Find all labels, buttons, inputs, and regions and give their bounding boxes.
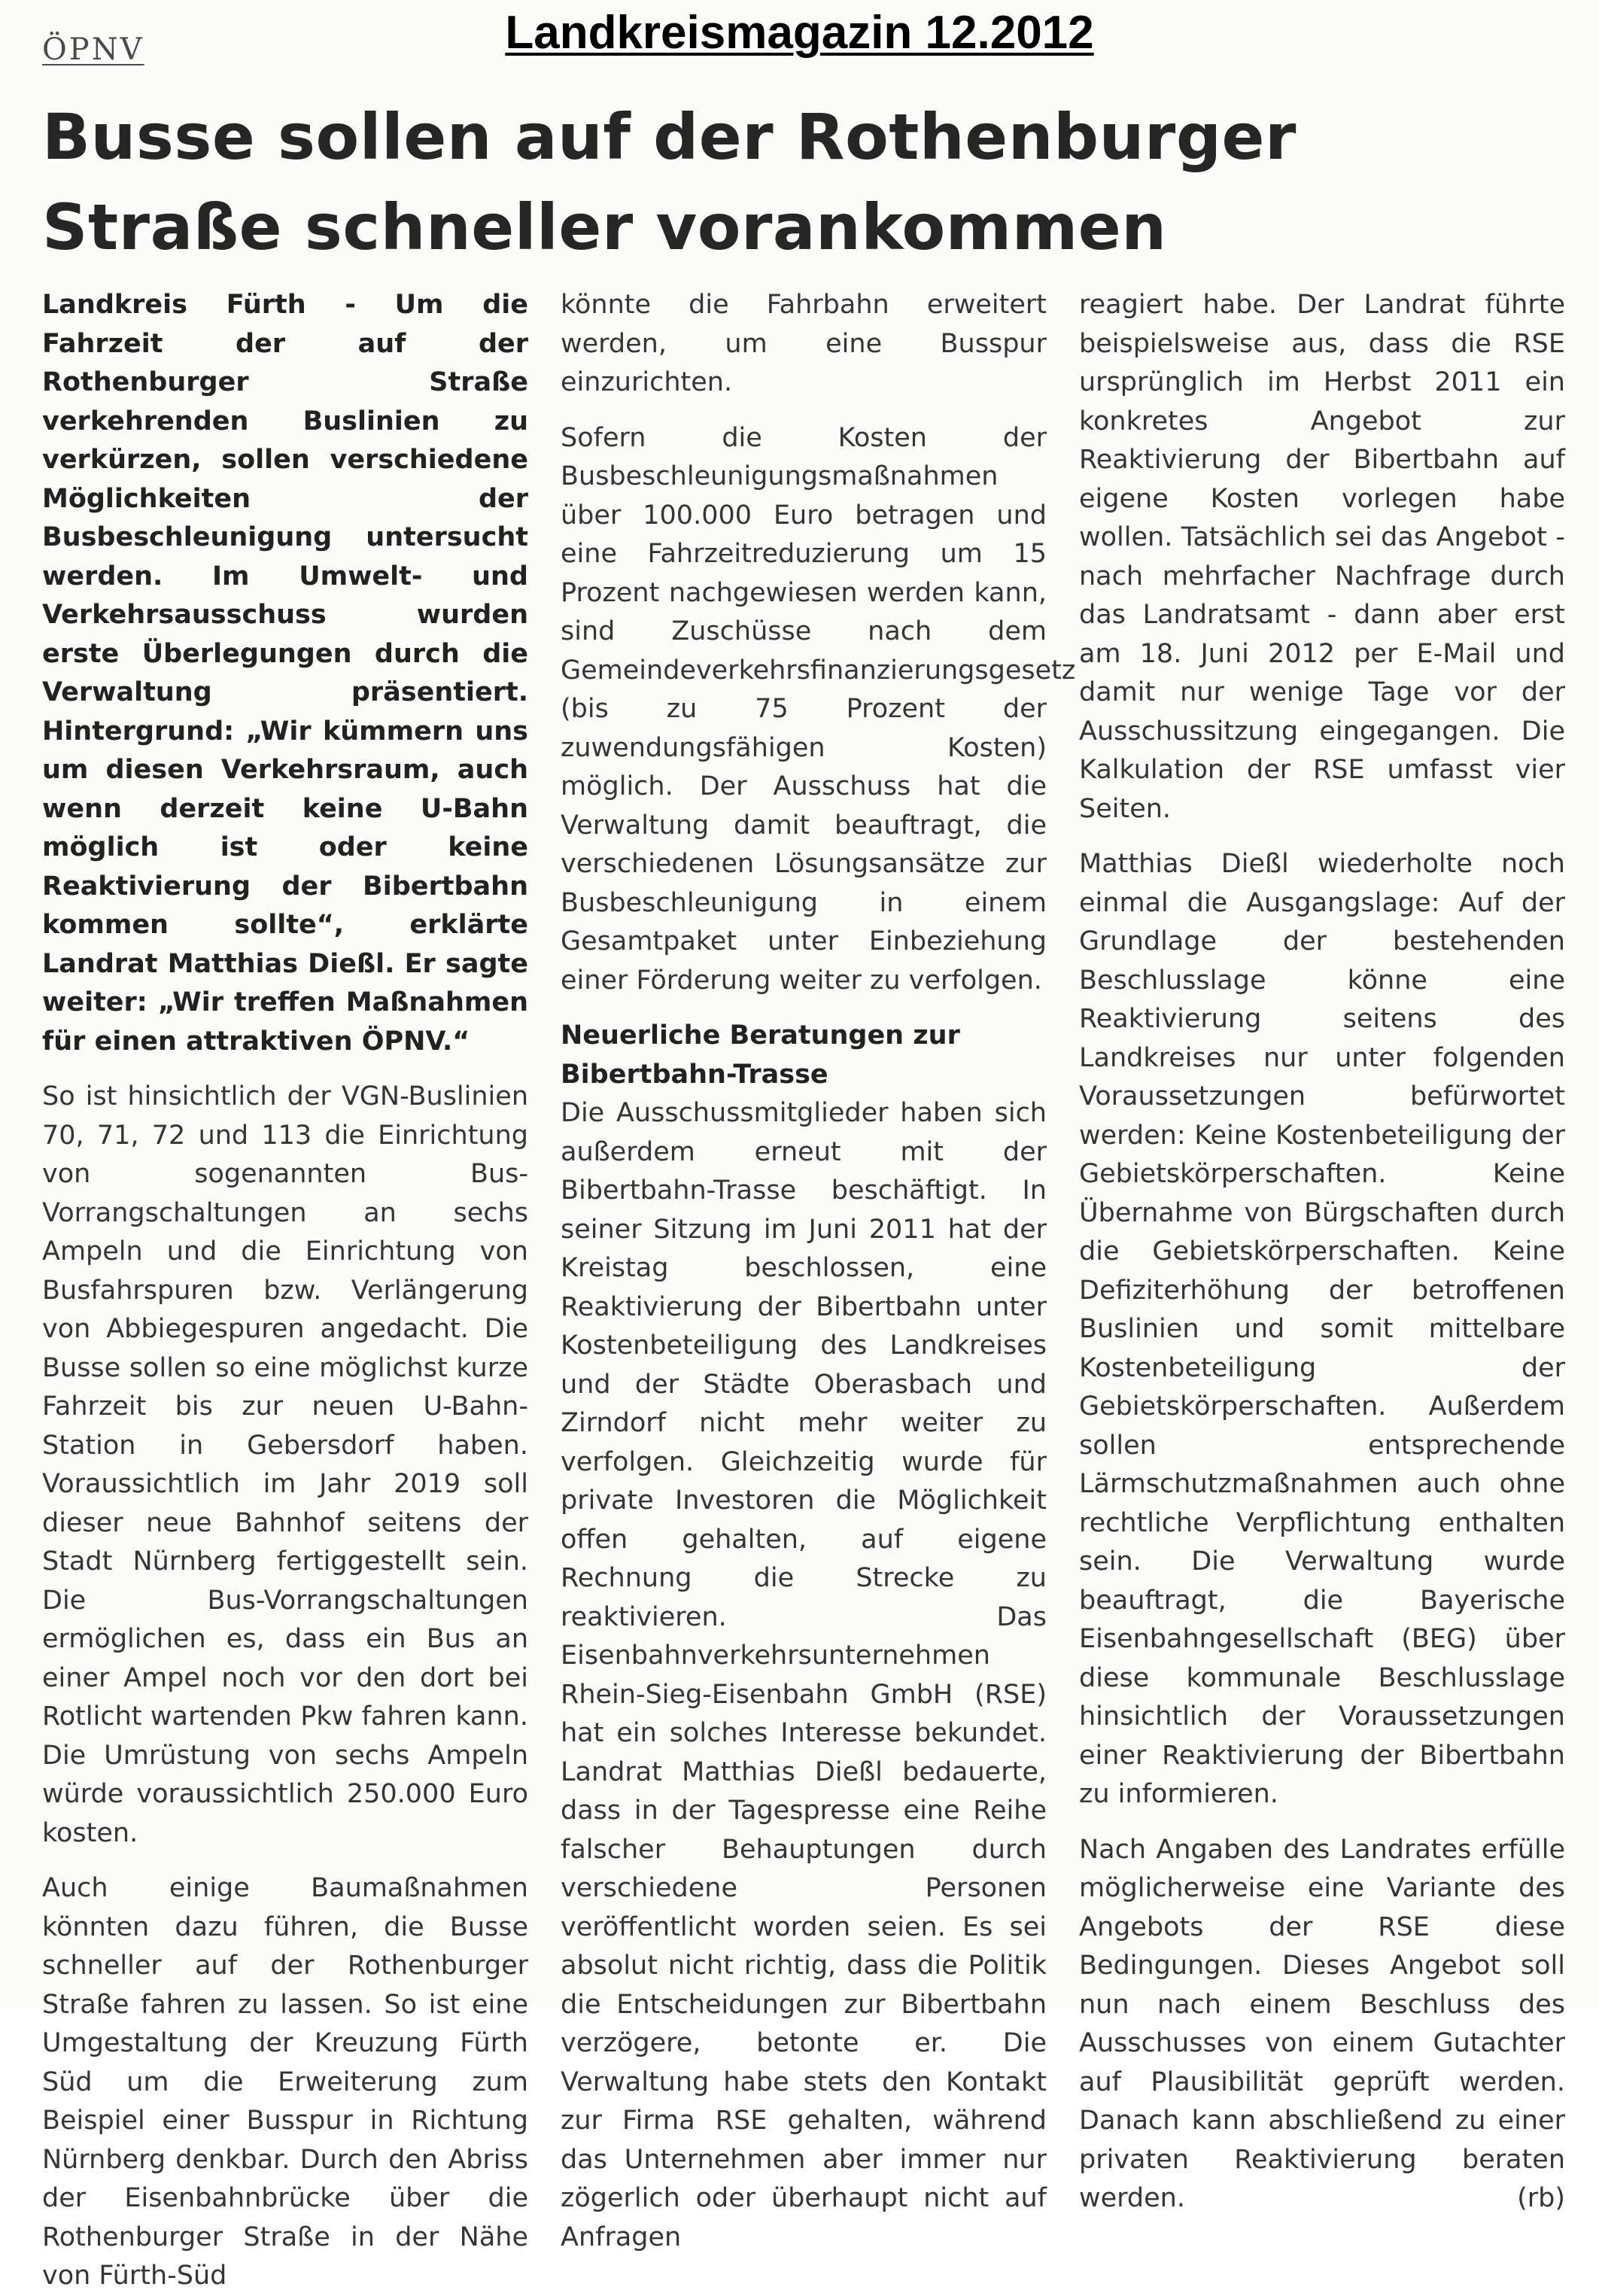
article-paragraph-text: Nach Angaben des Landrates erfülle möglicherweise eine Variante des Angebots der RSE diese Bedingungen. Dieses Angebot soll nun nach einem Beschluss des Ausschusses von einem Gutachter auf Plausibilität geprüft werden. Danach kann abschließend zu einer privaten Reaktivierung beraten werden. xyxy=(1079,1834,1565,2213)
article-paragraph: Die Ausschussmitglieder haben sich außerdem erneut mit der Bibertbahn-Trasse beschäftigt. In seiner Sitzung im Juni 2011 hat der Kreistag beschlossen, eine Reaktivierung der Bibertbahn unter Kostenbeteiligung des Landkreises und der Städte Oberasbach und Zirndorf nicht mehr weiter zu verfolgen. Gleichzeitig wurde für private Investoren die Möglichkeit offen gehalten, auf eigene Rechnung die Strecke zu reaktivieren. Das Eisenbahnverkehrsunternehmen Rhein-Sieg-Eisenbahn GmbH (RSE) hat ein solches Interesse bekundet. Landrat Matthias Dießl bedauerte, dass in der Tagespresse eine Reihe falscher Behauptungen durch verschiedene Personen veröffentlicht worden seien. Es sei absolut nicht richtig, dass die Politik die Entscheidungen zur Bibertbahn verzögere, betonte er. Die Verwaltung habe stets den Kontakt zur Firma RSE gehalten, während das Unternehmen aber immer nur zögerlich oder überhaupt nicht auf Anfragen xyxy=(561,1098,1047,2252)
article-paragraph-final xyxy=(1079,1831,1565,2218)
article-subheading: Neuerliche Beratungen zur Bibertbahn-Trasse xyxy=(561,1020,960,1090)
article-paragraph: Auch einige Baumaßnahmen könnten dazu führen, die Busse schneller auf der Rothenburger Straße fahren zu lassen. So ist eine Umgestaltung der Kreuzung Fürth Süd um die Erweiterung zum Beispiel einer Busspur in Richtung Nürnberg denkbar. Durch den Abriss der Eisenbahnbrücke über die Rothenburger Straße in der Nähe von Fürth-Süd xyxy=(42,1873,528,2291)
article-paragraph: Sofern die Kosten der Busbeschleunigungsmaßnahmen über 100.000 Euro betragen und eine Fahrzeitreduzierung um 15 Prozent nachgewiesen werden kann, sind Zuschüsse nach dem Gemeindeverkehrsfinanzierungsgesetz (bis zu 75 Prozent der zuwendungsfähigen Kosten) möglich. Der Ausschuss hat die Verwaltung damit beauftragt, die verschiedenen Lösungsansätze zur Busbeschleunigung in einem Gesamtpaket unter Einbeziehung einer Förderung weiter zu verfolgen. xyxy=(561,422,1076,996)
article-column-2 xyxy=(561,286,1076,2252)
article-headline: Busse sollen auf der Rothenburger Straße schneller vorankommen xyxy=(42,100,1297,264)
article-column-1 xyxy=(42,286,528,2291)
article-paragraph: reagiert habe. Der Landrat führte beispielsweise aus, dass die RSE ursprünglich im Herbst 2011 ein konkretes Angebot zur Reaktivierung der Bibertbahn auf eigene Kosten vorlegen habe wollen. Tatsächlich sei das Angebot - nach mehrfacher Nachfrage durch das Landratsamt - dann aber erst am 18. Juni 2012 per E-Mail und damit nur wenige Tage vor der Ausschussitzung eingegangen. Die Kalkulation der RSE umfasst vier Seiten. xyxy=(1079,290,1565,824)
section-label: ÖPNV xyxy=(42,32,144,67)
author-signoff: (rb) xyxy=(1517,2183,1565,2213)
article-lead: Landkreis Fürth - Um die Fahrzeit der auf der Rothenburger Straße verkehrenden Buslinien zu verkürzen, sollen verschiedene Möglichkeiten der Busbeschleunigung untersucht werden. Im Umwelt- und Verkehrsausschuss wurden erste Überlegungen durch die Verwaltung präsentiert. Hintergrund: „Wir kümmern uns um diesen Verkehrsraum, auch wenn derzeit keine U-Bahn möglich ist oder keine Reaktivierung der Bibertbahn kommen sollte“, erklärte Landrat Matthias Dießl. Er sagte weiter: „Wir treffen Maßnahmen für einen attraktiven ÖPNV.“ xyxy=(42,290,528,1057)
article-paragraph: könnte die Fahrbahn erweitert werden, um eine Busspur einzurichten. xyxy=(561,290,1047,397)
article-column-3 xyxy=(1079,286,1565,2213)
publication-title: Landkreismagazin 12.2012 xyxy=(505,7,1094,59)
article-paragraph: So ist hinsichtlich der VGN-Buslinien 70, 71, 72 und 113 die Einrichtung von sogenannten Bus-Vorrangschaltungen an sechs Ampeln und die Einrichtung von Busfahrspuren bzw. Verlängerung von Abbiegespuren angedacht. Die Busse sollen so eine möglichst kurze Fahrzeit bis zur neuen U-Bahn-Station in Gebersdorf haben. Voraussichtlich im Jahr 2019 soll dieser neue Bahnhof seitens der Stadt Nürnberg fertiggestellt sein. Die Bus-Vorrangschaltungen ermöglichen es, dass ein Bus an einer Ampel noch vor den dort bei Rotlicht wartenden Pkw fahren kann. Die Umrüstung von sechs Ampeln würde voraussichtlich 250.000 Euro kosten. xyxy=(42,1081,528,1848)
article-paragraph: Matthias Dießl wiederholte noch einmal die Ausgangslage: Auf der Grundlage der bestehenden Beschlusslage könne eine Reaktivierung seitens des Landkreises nur unter folgenden Voraussetzungen befürwortet werden: Keine Kostenbeteiligung der Gebietskörperschaften. Keine Übernahme von Bürgschaften durch die Gebietskörperschaften. Keine Defiziterhöhung der betroffenen Buslinien und somit mittelbare Kostenbeteiligung der Gebietskörperschaften. Außerdem sollen entsprechende Lärmschutzmaßnahmen auch ohne rechtliche Verpflichtung enthalten sein. Die Verwaltung wurde beauftragt, die Bayerische Eisenbahngesellschaft (BEG) über diese kommunale Beschlusslage hinsichtlich der Voraussetzungen einer Reaktivierung der Bibertbahn zu informieren. xyxy=(1079,849,1565,1809)
